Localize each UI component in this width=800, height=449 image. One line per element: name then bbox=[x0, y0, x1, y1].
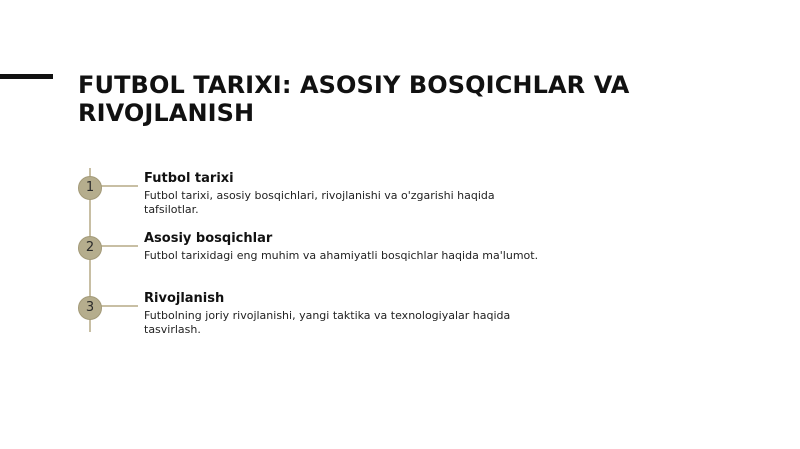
step-number-badge: 1 bbox=[78, 176, 102, 200]
step-description: Futbol tarixi, asosiy bosqichlari, rivojlanishi va o'zgarishi haqida tafsilotlar. bbox=[144, 189, 495, 216]
step-number-badge: 3 bbox=[78, 296, 102, 320]
slide-title: FUTBOL TARIXI: ASOSIY BOSQICHLAR VA RIVOJLANISH bbox=[78, 71, 630, 127]
step-heading: Rivojlanish bbox=[144, 291, 225, 306]
step-heading: Futbol tarixi bbox=[144, 171, 234, 186]
step-description: Futbolning joriy rivojlanishi, yangi taktika va texnologiyalar haqida tasvirlash. bbox=[144, 309, 511, 336]
step-heading: Asosiy bosqichlar bbox=[144, 231, 273, 246]
title-accent-bar bbox=[0, 74, 53, 79]
step-number-badge: 2 bbox=[78, 236, 102, 260]
step-description: Futbol tarixidagi eng muhim va ahamiyatli bosqichlar haqida ma'lumot. bbox=[144, 249, 539, 262]
